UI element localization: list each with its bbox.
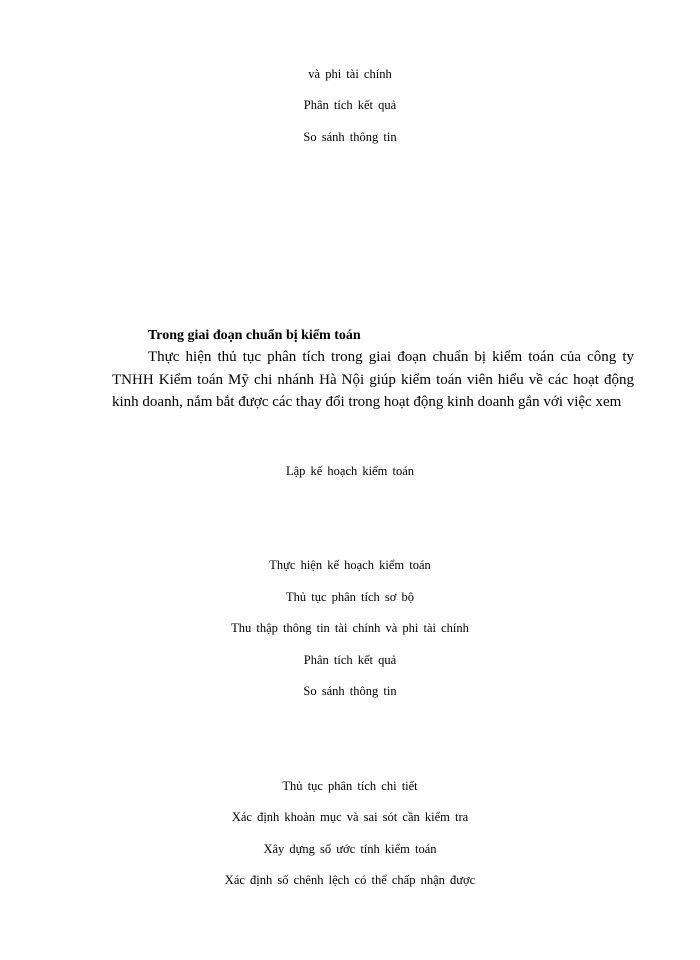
diagram-preliminary: Thủ tục phân tích sơ bộ xyxy=(285,590,415,604)
diagram-compare: So sánh thông tin xyxy=(303,684,397,698)
diagram-analyze: Phân tích kết quả xyxy=(303,653,397,667)
diagram-plan: Lập kế hoạch kiểm toán xyxy=(285,464,415,478)
top-block-line-1: và phi tài chính xyxy=(308,67,392,81)
diagram-identify: Xác định khoản mục và sai sót cần kiểm tra xyxy=(231,810,469,824)
top-block-line-3: So sánh thông tin xyxy=(303,130,397,144)
section-paragraph: Thực hiện thủ tục phân tích trong giai đoạn chuẩn bị kiểm toán của công ty TNHH Kiểm toán Mỹ chi nhánh Hà Nội giúp kiểm toán viên hiểu về các hoạt động kinh doanh, nắm bắt được các thay đổi trong hoạt động kinh doanh gắn với việc xem xyxy=(112,349,634,410)
diagram-threshold: Xác định số chênh lệch có thể chấp nhận được xyxy=(224,873,476,887)
top-block-line-2: Phân tích kết quả xyxy=(303,98,397,112)
diagram-execute: Thực hiện kế hoạch kiểm toán xyxy=(269,558,431,572)
diagram-detailed: Thủ tục phân tích chi tiết xyxy=(282,779,418,793)
diagram-build: Xây dựng số ước tính kiểm toán xyxy=(263,842,437,856)
section-heading: Trong giai đoạn chuẩn bị kiểm toán xyxy=(148,328,361,343)
diagram-collect: Thu thập thông tin tài chính và phi tài chính xyxy=(231,621,469,635)
